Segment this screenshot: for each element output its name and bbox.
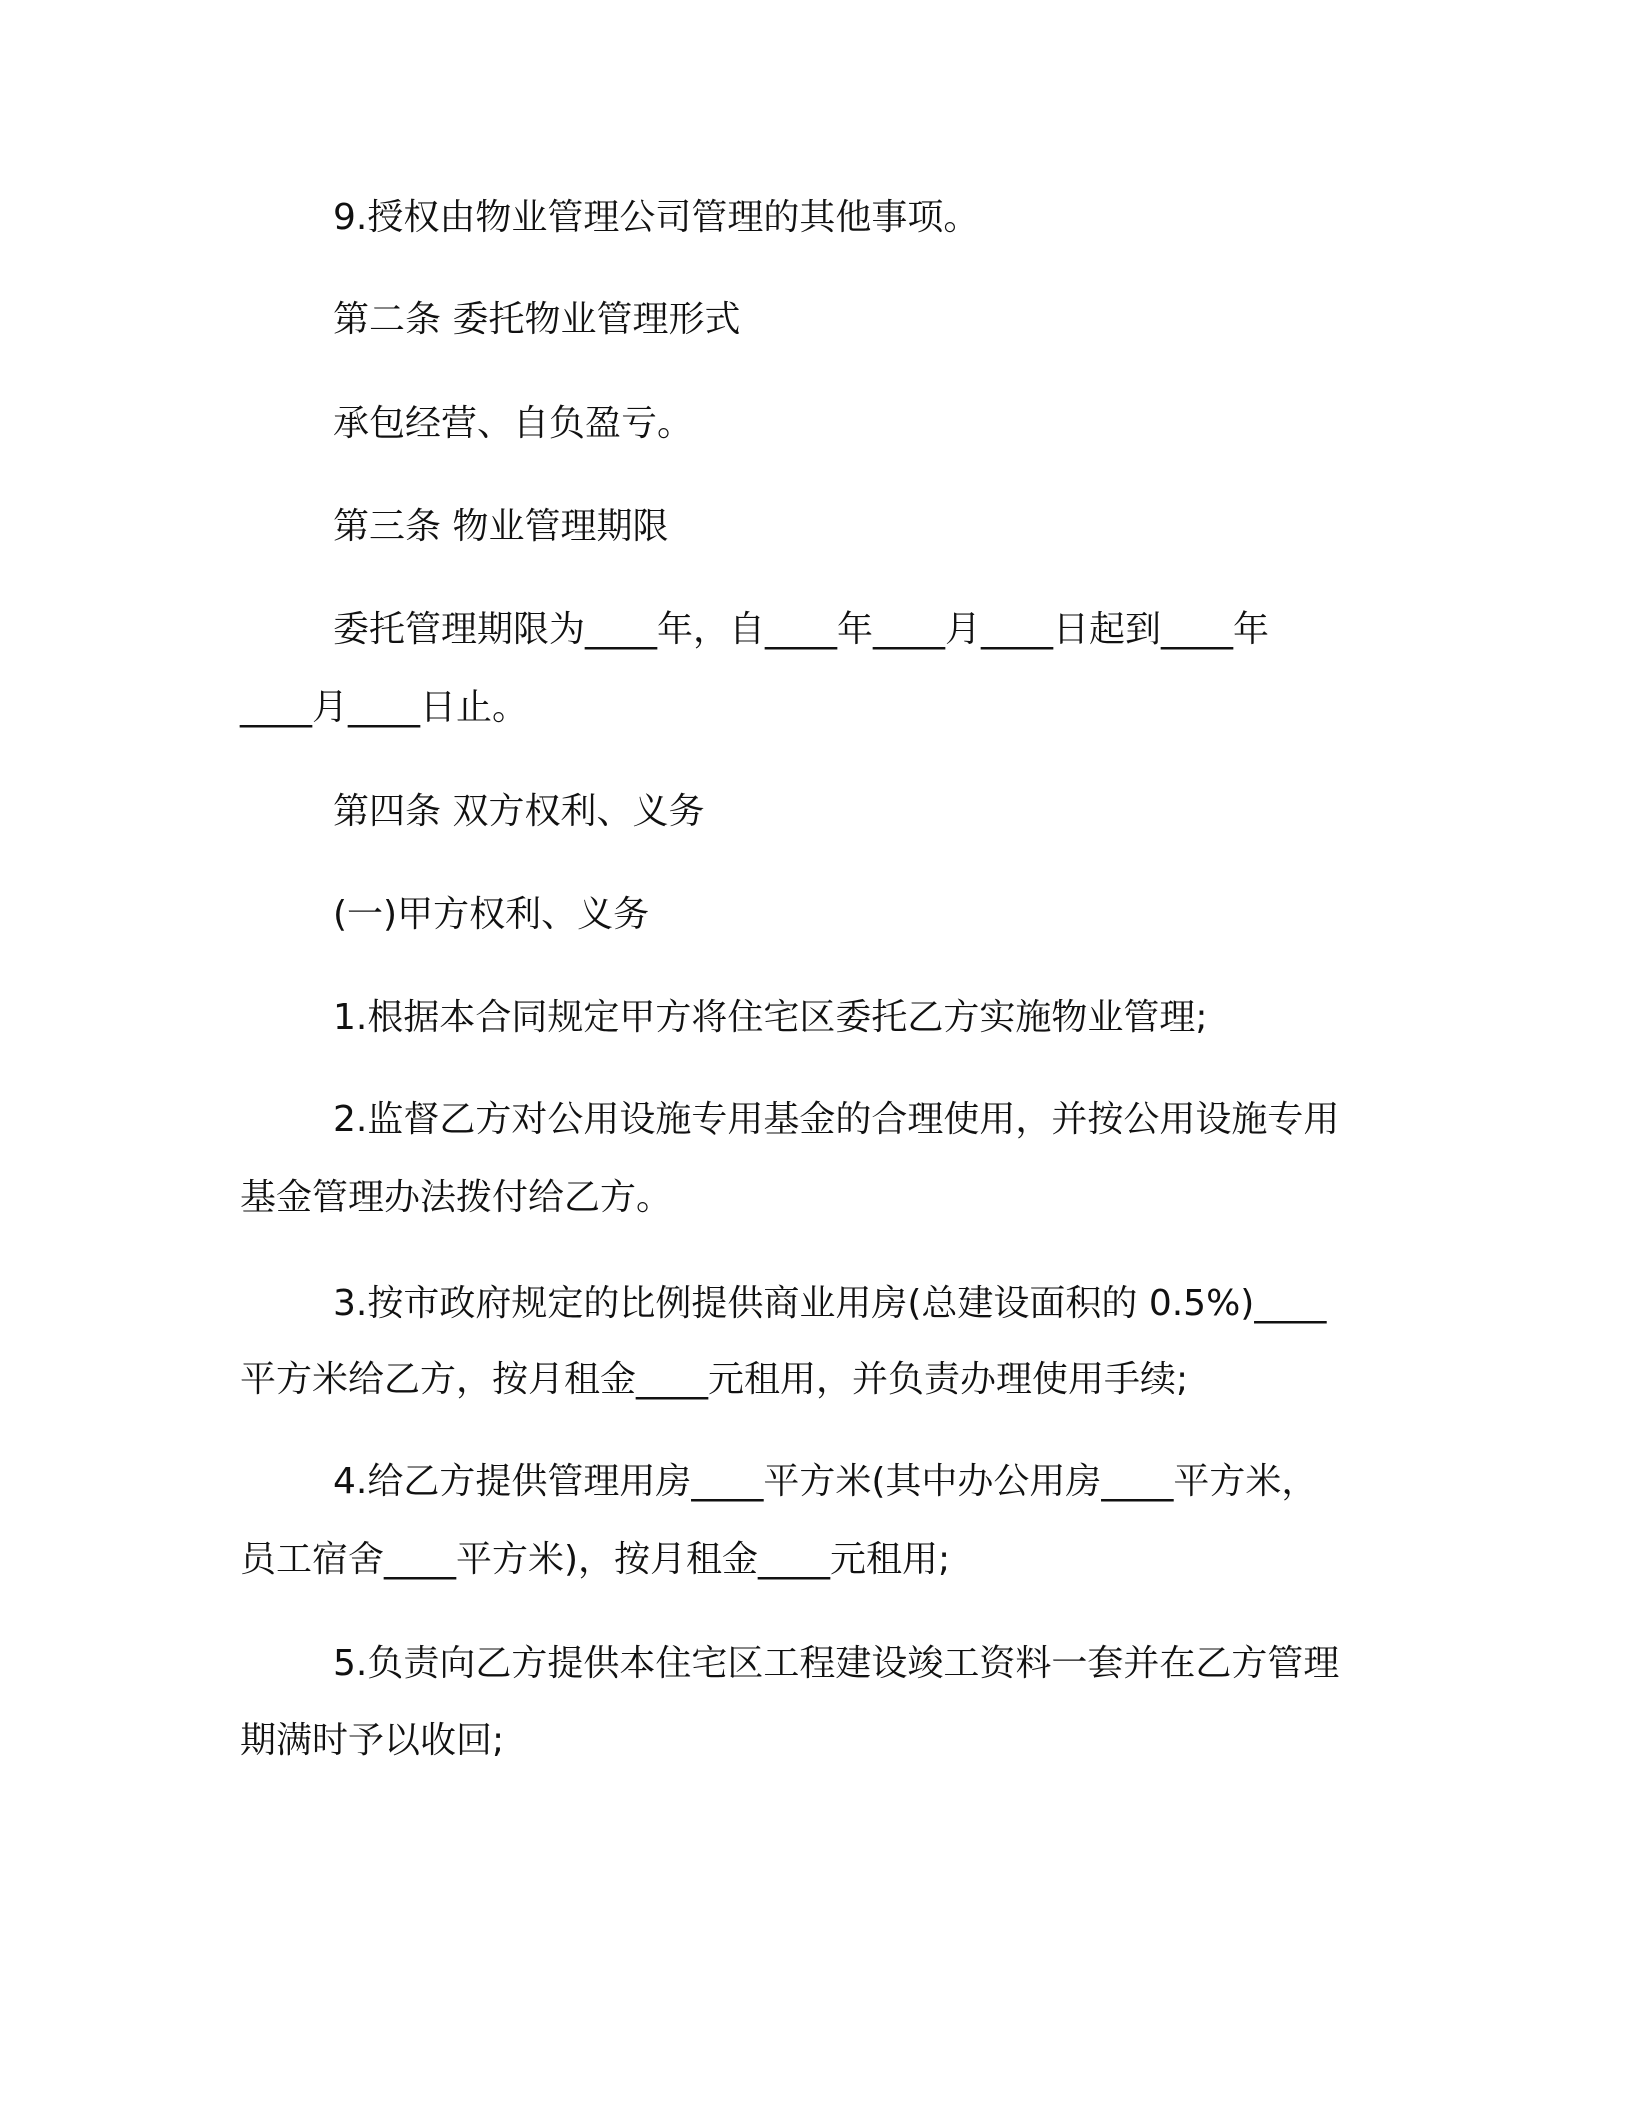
clause-2-line-1: 2.监督乙方对公用设施专用基金的合理使用，并按公用设施专用 bbox=[333, 1099, 1340, 1140]
item-9-line: 9.授权由物业管理公司管理的其他事项。 bbox=[333, 197, 980, 238]
article-3-body-line-2: ____月____日止。 bbox=[240, 687, 529, 728]
article-2-heading: 第二条 委托物业管理形式 bbox=[333, 299, 741, 340]
clause-3-line-1: 3.按市政府规定的比例提供商业用房(总建设面积的 0.5%)____ bbox=[333, 1283, 1327, 1324]
clause-3-line-2: 平方米给乙方，按月租金____元租用，并负责办理使用手续; bbox=[240, 1359, 1189, 1400]
clause-4-line-1: 4.给乙方提供管理用房____平方米(其中办公用房____平方米， bbox=[333, 1461, 1318, 1502]
clause-5-line-1: 5.负责向乙方提供本住宅区工程建设竣工资料一套并在乙方管理 bbox=[333, 1643, 1340, 1684]
article-3-body-line-1: 委托管理期限为____年，自____年____月____日起到____年 bbox=[333, 609, 1270, 650]
section-1-heading: (一)甲方权利、义务 bbox=[333, 894, 650, 935]
clause-2-line-2: 基金管理办法拨付给乙方。 bbox=[240, 1177, 673, 1218]
article-4-heading: 第四条 双方权利、义务 bbox=[333, 791, 705, 832]
article-2-body: 承包经营、自负盈亏。 bbox=[333, 403, 694, 444]
article-3-heading: 第三条 物业管理期限 bbox=[333, 506, 669, 547]
clause-1-line: 1.根据本合同规定甲方将住宅区委托乙方实施物业管理; bbox=[333, 997, 1208, 1038]
clause-4-line-2: 员工宿舍____平方米)，按月租金____元租用; bbox=[240, 1539, 951, 1580]
clause-5-line-2: 期满时予以收回; bbox=[240, 1720, 505, 1761]
